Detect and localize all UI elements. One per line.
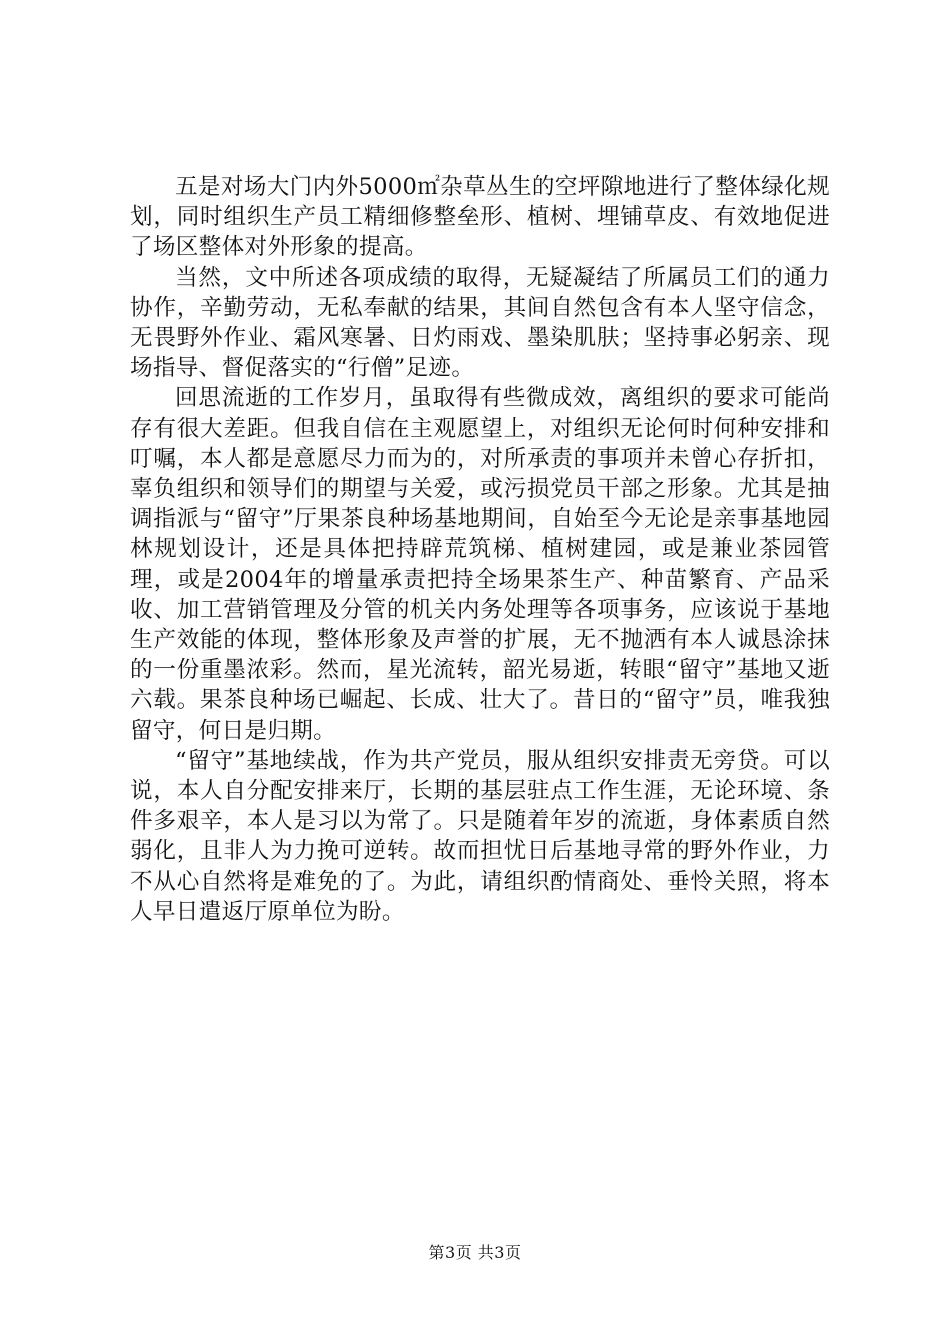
paragraph-request: “留守”基地续战，作为共产党员，服从组织安排责无旁贷。可以说，本人自分配安排来厅，长期的基层驻点工作生涯，无论环境、条件多艰辛，本人是习以为常了。只是随着年岁的流逝，身体素质自然弱化，且非人为力挽可逆转。故而担忧日后基地寻常的野外作业，力不从心自然将是难免的了。为此，请组织酌情商处、垂怜关照，将本人早日遣返厅原单位为盼。 bbox=[130, 747, 830, 925]
page-number-footer: 第3页 共3页 bbox=[428, 1243, 522, 1262]
paragraph-greening: 五是对场大门内外5000㎡杂草丛生的空坪隙地进行了整体绿化规划，同时组织生产员工精细修整垒形、植树、埋铺草皮、有效地促进了场区整体对外形象的提高。 bbox=[130, 174, 830, 261]
paragraph-reflection: 回思流逝的工作岁月，虽取得有些微成效，离组织的要求可能尚存有很大差距。但我自信在主观愿望上，对组织无论何时何种安排和叮嘱，本人都是意愿尽力而为的，对所承责的事项并未曾心存折扣，辜负组织和领导们的期望与关爱，或污损党员干部之形象。尤其是抽调指派与“留守”厅果茶良种场基地期间，自始至今无论是亲事基地园林规划设计，还是具体把持辟荒筑梯、植树建园，或是兼业茶园管理，或是2004年的增量承责把持全场果茶生产、种苗繁育、产品采收、加工营销管理及分管的机关内务处理等各项事务，应该说于基地生产效能的体现，整体形象及声誉的扩展，无不抛洒有本人诚恳涂抹的一份重墨浓彩。然而，星光流转，韶光易逝，转眼“留守”基地又逝六载。果茶良种场已崛起、长成、壮大了。昔日的“留守”员，唯我独留守，何日是归期。 bbox=[130, 385, 830, 744]
paragraph-achievements: 当然，文中所述各项成绩的取得，无疑凝结了所属员工们的通力协作，辛勤劳动，无私奉献的结果，其间自然包含有本人坚守信念，无畏野外作业、霜风寒暑、日灼雨戏、墨染肌肤；坚持事必躬亲、现场指导、督促落实的“行僧”足迹。 bbox=[130, 264, 830, 382]
document-body bbox=[130, 172, 830, 927]
